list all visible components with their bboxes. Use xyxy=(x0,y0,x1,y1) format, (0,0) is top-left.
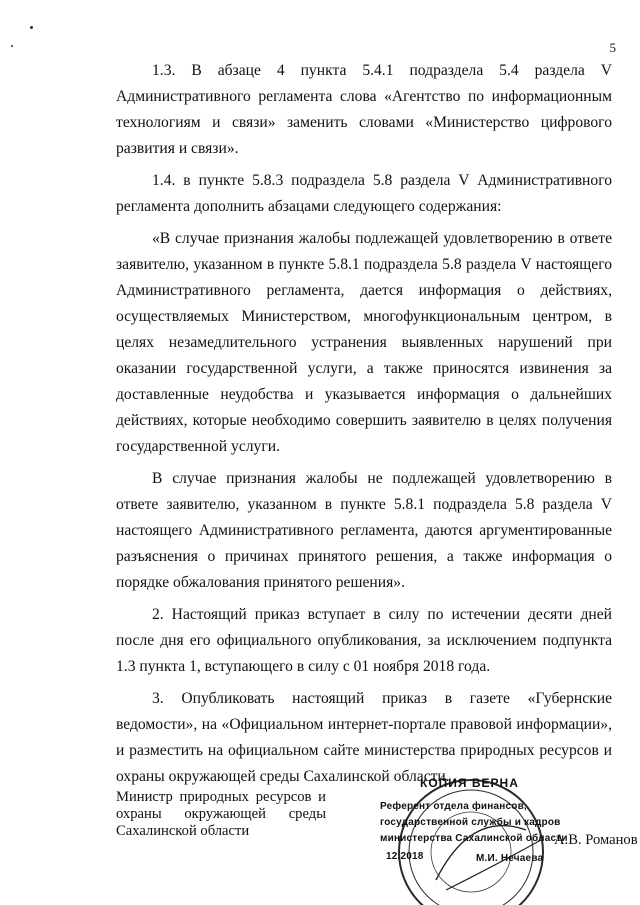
paragraph-1-3: 1.3. В абзаце 4 пункта 5.4.1 подраздела 5.4 раздела V Административного регламента слова «Агентство по информационным технологиям и связи» заменить словами «Министерство цифрового развития и связи». xyxy=(116,62,612,157)
certification-line-2: государственной службы и кадров xyxy=(380,817,561,828)
signatory-title: Министр природных ресурсов и охраны окружающей среды Сахалинской области xyxy=(116,789,326,839)
paragraph-1-4: 1.4. в пункте 5.8.3 подраздела 5.8 раздела V Административного регламента дополнить абзацами следующего содержания: xyxy=(116,172,612,215)
paragraph-2: 2. Настоящий приказ вступает в силу по истечении десяти дней после дня его официального опубликования, за исключением подпункта 1.3 пункта 1, вступающего в силу с 01 ноября 2018 года. xyxy=(116,606,612,675)
scan-speck xyxy=(11,45,13,47)
certification-heading: КОПИЯ ВЕРНА xyxy=(420,776,519,790)
certification-date: 12.2018 xyxy=(386,851,424,862)
signatory-name: А.В. Романов xyxy=(554,832,638,848)
certification-line-3: министерства Сахалинской области xyxy=(380,833,568,844)
paragraph-3: 3. Опубликовать настоящий приказ в газете «Губернские ведомости», на «Официальном интернет-портале правовой информации», и разместить на официальном сайте министерства природных ресурсов и охраны окружающей среды Сахалинской области. xyxy=(116,690,612,785)
paragraph-quote-1: «В случае признания жалобы подлежащей удовлетворению в ответе заявителю, указанном в пункте 5.8.1 подраздела 5.8 раздела V настоящего Административного регламента, дается информация о действиях, осуществляемых Министерством, многофункциональным центром, в целях незамедлительного устранения выявленных нарушений при оказании государственной услуги, а также приносятся извинения за доставленные неудобства и указывается информация о дальнейших действиях, которые необходимо совершить заявителю в целях получения государственной услуги. xyxy=(116,230,612,455)
page-number: 5 xyxy=(609,40,616,55)
document-body xyxy=(116,58,612,790)
paragraph-quote-2: В случае признания жалобы не подлежащей удовлетворению в ответе заявителю, указанном в пункте 5.8.1 подраздела 5.8 раздела V настоящего Административного регламента, даются аргументированные разъяснения о причинах принятого решения, а также информация о порядке обжалования принятого решения». xyxy=(116,470,612,591)
scan-speck xyxy=(30,26,33,29)
certification-person: М.И. Нечаева xyxy=(476,853,544,864)
copy-certification xyxy=(376,770,626,905)
certification-line-1: Референт отдела финансов, xyxy=(380,801,527,812)
